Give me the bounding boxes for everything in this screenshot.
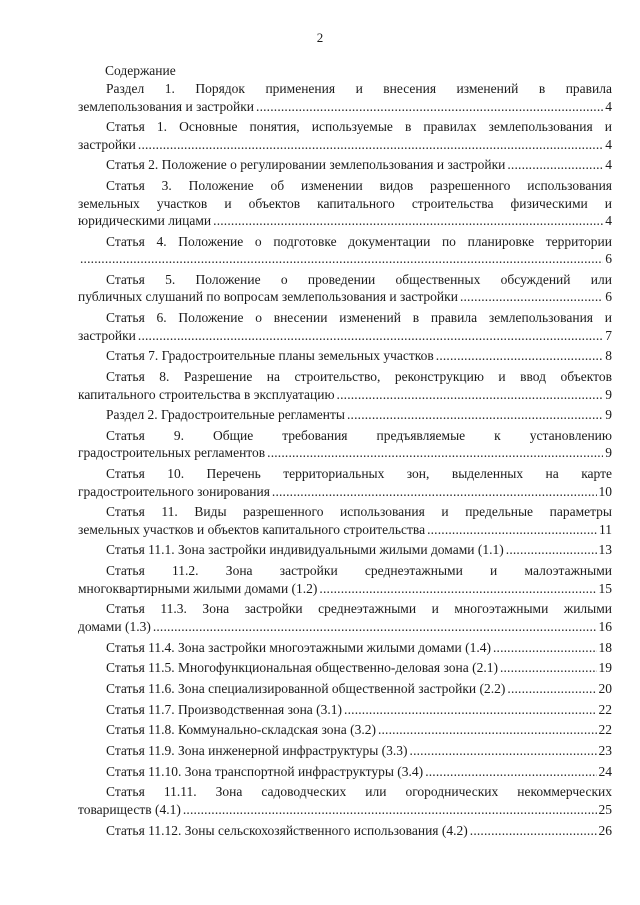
toc-page-number: 9 [605,445,612,461]
toc-entry-line [78,327,612,345]
toc-entry-text: Статья 11.9. Зона инженерной инфраструктуры (3.3) [106,742,408,758]
toc-entry-line [78,177,612,195]
toc-page-number: 13 [598,542,612,558]
toc-page-number: 23 [598,742,612,758]
toc-entry-line [78,822,612,840]
toc-entry-line [78,406,612,424]
toc-entry-text: Статья 11.8. Коммунально-складская зона (3.2) [106,722,376,738]
dot-leader [378,721,597,739]
toc-entry-text: Статья 10. Перечень территориальных зон, выделенных на карте [106,466,612,482]
dot-leader [506,541,597,559]
toc-page-number: 8 [605,348,612,364]
toc-entry-text: градостроительных регламентов [78,445,266,461]
toc-entry-text: Статья 11.11. Зона садоводческих или огороднических некоммерческих [106,784,612,800]
toc-page-number: 6 [605,251,612,267]
toc-entry[interactable] [78,680,612,698]
dot-leader [213,212,603,230]
toc-entry-line [78,465,612,483]
toc-page-number: 16 [598,618,612,634]
toc-entry-text: Статья 9. Общие требования предъявляемые к установлению [106,427,612,443]
dot-leader [183,801,597,819]
toc-entry-text: домами (1.3) [78,618,151,634]
toc-entry[interactable] [78,659,612,677]
toc-entry-line [78,783,612,801]
toc-entry-line [78,521,612,539]
dot-leader [80,250,603,268]
toc-page-number: 22 [598,701,612,717]
dot-leader [410,742,597,760]
dot-leader [427,521,597,539]
toc-entry-line [78,541,612,559]
toc-entry-text: Статья 6. Положение о внесении изменений в правила землепользования и [106,310,612,326]
toc-entry-line [78,386,612,404]
toc-entry-line [78,347,612,365]
toc-entry-line [78,98,612,116]
dot-leader [256,98,603,116]
dot-leader [153,618,597,636]
dot-leader [436,347,603,365]
toc-entry[interactable] [78,541,612,559]
toc-page-number: 24 [598,763,612,779]
dot-leader [337,386,604,404]
toc-entry[interactable] [78,701,612,719]
toc-entry-text: Статья 11.1. Зона застройки индивидуальными жилыми домами (1.1) [106,542,504,558]
toc-page-number: 10 [598,483,612,499]
toc-entry[interactable] [78,271,612,306]
toc-page-number: 22 [598,722,612,738]
dot-leader [347,406,603,424]
toc-entry[interactable] [78,562,612,597]
toc-entry[interactable] [78,80,612,115]
dot-leader [460,288,603,306]
toc-entry-text: Статья 8. Разрешение на строительство, реконструкцию и ввод объектов [106,369,612,384]
dot-leader [319,580,596,598]
toc-page-number: 9 [605,407,612,423]
dot-leader [507,156,603,174]
toc-entry-text: Статья 11.12. Зоны сельскохозяйственного использования (4.2) [106,822,468,838]
toc-entry[interactable] [78,156,612,174]
toc-entry-text: Статья 11.5. Многофункциональная общественно-деловая зона (2.1) [106,660,498,676]
toc-entry[interactable] [78,822,612,840]
toc-page-number: 15 [598,580,612,596]
toc-entry[interactable] [78,118,612,153]
toc-entry-text: товариществ (4.1) [78,801,181,817]
toc-page-number: 20 [598,680,612,696]
toc-entry-text: Статья 3. Положение об изменении видов разрешенного использования [106,178,612,194]
toc-entry-line [78,288,612,306]
toc-entry-line [78,118,612,136]
toc-entry-text: Статья 5. Положение о проведении общественных обсуждений или [106,271,612,287]
toc-entry-line [78,701,612,719]
toc-entry-line [78,742,612,760]
toc-entry[interactable] [78,639,612,657]
toc-entry-text: Статья 11.10. Зона транспортной инфраструктуры (3.4) [106,763,424,779]
dot-leader [507,680,596,698]
toc-entry-text: Статья 7. Градостроительные планы земельных участков [106,348,434,364]
toc-entry-line [78,80,612,98]
page-number: 2 [316,30,324,45]
toc-entry-line [78,721,612,739]
toc-entry[interactable] [78,177,612,230]
toc-entry-text: Статья 11.3. Зона застройки среднеэтажными и многоэтажными жилыми [106,601,612,617]
toc-page-number: 9 [605,386,612,402]
toc-entry-line [78,600,612,618]
toc-page-number: 18 [598,639,612,655]
toc-entry-line [78,212,612,230]
toc-entry[interactable] [78,233,612,268]
toc-entry-line [78,195,612,213]
toc-entry-line [78,427,612,445]
toc-page-number: 4 [605,157,612,173]
dot-leader [493,639,597,657]
toc-page-number: 7 [605,327,612,343]
toc-entry[interactable] [78,783,612,818]
toc-page-number: 11 [599,521,612,537]
toc-entry[interactable] [78,742,612,760]
toc-entry-line [78,763,612,781]
table-of-contents [78,80,612,842]
toc-entry-line [78,309,612,327]
toc-entry-text: земельных участков и объектов капитального строительства [78,521,426,537]
toc-entry-text: земельных участков и объектов капитального строительства физическими и [78,195,612,211]
toc-entry[interactable] [78,465,612,500]
toc-entry-line [78,680,612,698]
toc-entry-text: застройки [78,136,136,152]
dot-leader [267,444,603,462]
toc-entry-text: публичных слушаний по вопросам землепользования и застройки [78,289,458,305]
toc-entry[interactable] [78,763,612,781]
toc-entry-line [78,503,612,521]
toc-entry-line [78,233,612,251]
toc-entry-line [78,444,612,462]
toc-entry-text: Раздел 2. Градостроительные регламенты [106,407,345,423]
toc-entry-text: Статья 11.4. Зона застройки многоэтажными жилыми домами (1.4) [106,639,491,655]
toc-page-number: 6 [605,289,612,305]
toc-entry-text: градостроительного зонирования [78,483,270,499]
toc-entry-text: Статья 4. Положение о подготовке документации по планировке территории [106,233,612,249]
dot-leader [425,763,596,781]
toc-entry-text: Статья 1. Основные понятия, используемые в правилах землепользования и [106,119,612,135]
toc-entry[interactable] [78,600,612,635]
toc-entry-line [78,639,612,657]
toc-page-number: 19 [598,660,612,676]
toc-heading: Содержание [105,63,176,78]
toc-entry-line [78,483,612,501]
toc-entry-text: Статья 11.6. Зона специализированной общественной застройки (2.2) [106,680,506,696]
toc-page-number: 26 [598,822,612,838]
toc-page-number: 4 [605,213,612,229]
toc-entry-line [78,156,612,174]
dot-leader [272,483,597,501]
toc-page-number: 4 [605,136,612,152]
toc-entry-line [78,271,612,289]
dot-leader [138,327,603,345]
toc-entry[interactable] [78,368,612,403]
dot-leader [470,822,597,840]
toc-entry-text: Статья 11.7. Производственная зона (3.1) [106,701,343,717]
toc-entry-line [78,801,612,819]
toc-entry[interactable] [78,347,612,365]
toc-entry[interactable] [78,721,612,739]
dot-leader [138,136,603,154]
toc-entry[interactable] [78,503,612,538]
toc-page-number: 25 [598,801,612,817]
toc-entry-line [78,659,612,677]
toc-page-number: 4 [605,98,612,114]
toc-entry-text: многоквартирными жилыми домами (1.2) [78,580,318,596]
toc-entry[interactable] [78,309,612,344]
toc-entry-line [78,250,612,268]
toc-entry-line [78,580,612,598]
dot-leader [344,701,596,719]
toc-entry-text: юридическими лицами [78,213,212,229]
toc-entry-text: застройки [78,327,136,343]
toc-entry-line [78,136,612,154]
toc-entry-text: землепользования и застройки [78,98,255,114]
toc-entry-text: Раздел 1. Порядок применения и внесения изменений в правила [106,81,612,96]
toc-entry-text: капитального строительства в эксплуатацию [78,386,335,402]
toc-entry-line [78,618,612,636]
toc-entry[interactable] [78,406,612,424]
dot-leader [500,659,597,677]
toc-entry-line [78,368,612,386]
toc-entry[interactable] [78,427,612,462]
toc-entry-text: Статья 11. Виды разрешенного использования и предельные параметры [106,504,612,520]
toc-entry-line [78,562,612,580]
toc-entry-text: Статья 2. Положение о регулировании землепользования и застройки [106,157,506,173]
toc-entry-text: Статья 11.2. Зона застройки среднеэтажными и малоэтажными [106,563,612,579]
